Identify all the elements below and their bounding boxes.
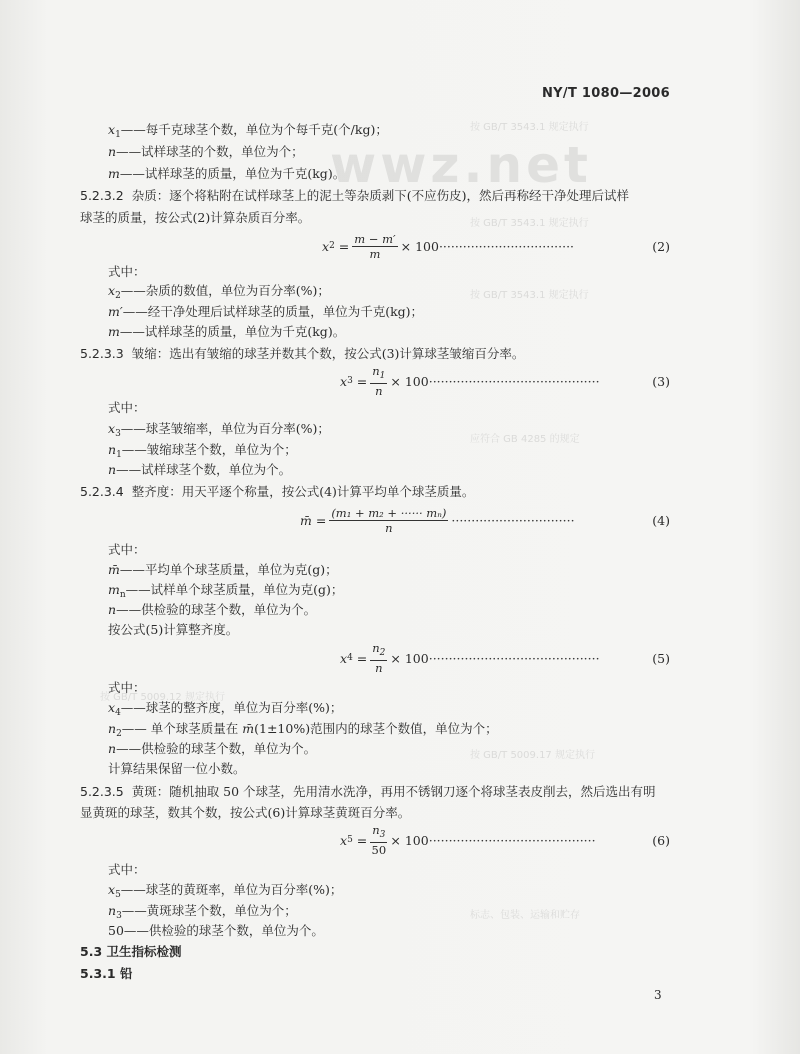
definition-line: n——供检验的球茎个数，单位为个。: [108, 741, 317, 756]
section-5233: [80, 346, 524, 362]
where-label: [108, 680, 146, 696]
equation-number: (5): [652, 650, 670, 666]
formula-denominator: n: [385, 520, 393, 535]
definition-line: n——试样球茎的个数，单位为个；: [108, 144, 304, 159]
definition-text: 试样单个球茎质量，单位为克(g)；: [150, 582, 344, 597]
definition-line: $x_2——$杂质的数值，单位为百分率(%)；: [108, 283, 330, 301]
definition-text: 试样球茎的质量，单位为千克(kg)。: [144, 166, 346, 181]
paragraph-text: 显黄斑的球茎，数其个数，按公式(6)计算球茎黄斑百分率。: [80, 805, 411, 820]
definition-line: n——试样球茎个数，单位为个。: [108, 462, 292, 477]
formula-tail: × 100: [400, 238, 439, 254]
where-text: 式中：: [108, 680, 146, 695]
where-text: 式中：: [108, 400, 146, 415]
section-heading-531: 5.3.1 铅: [80, 966, 133, 981]
section-heading-53: 5.3 卫生指标检测: [80, 944, 182, 959]
definition-text: 试样球茎的个数，单位为个；: [141, 144, 304, 159]
bleed-through-text: 按 GB/T 3543.1 规定执行: [470, 122, 589, 133]
definition-line: $x_3——$球茎皱缩率，单位为百分率(%)；: [108, 421, 330, 439]
definition-text: 供检验的球茎个数，单位为个。: [141, 741, 317, 756]
definition-line: $n_3——$黄斑球茎个数，单位为个；: [108, 903, 297, 921]
equation-number: (3): [652, 373, 670, 389]
definition-line: $x_4——$球茎的整齐度，单位为百分率(%)；: [108, 700, 343, 718]
bleed-through-text: 按 GB/T 3543.1 规定执行: [470, 218, 589, 229]
definition-line: n——供检验的球茎个数，单位为个。: [108, 602, 317, 617]
formula-3: x 3 = $\frac{n_1}{n}$ × 100 ··········································· (3): [340, 364, 670, 398]
where-label: [108, 862, 146, 878]
formula-numerator: (m₁ + m₂ + ······ mₙ): [331, 505, 447, 520]
where-text: 式中：: [108, 862, 146, 877]
definition-text: 球茎的整齐度，单位为百分率(%)；: [145, 700, 343, 715]
page-number: 3: [654, 988, 662, 1002]
definition-line: m——试样球茎的质量，单位为千克(kg)。: [108, 166, 346, 181]
definition-text: 黄斑球茎个数，单位为个；: [146, 903, 297, 918]
section-number: 5.2.3.4: [80, 484, 124, 499]
section-number: 5.2.3.2: [80, 188, 124, 203]
equation-number: (2): [652, 238, 670, 254]
where-text: 式中：: [108, 264, 146, 279]
definition-line: $n_1——$皱缩球茎个数，单位为个；: [108, 442, 297, 460]
formula-5: x 4 = $\frac{n_2}{n}$ × 100 ··········································· (5): [340, 641, 670, 675]
definition-text: 平均单个球茎质量，单位为克(g)；: [144, 562, 338, 577]
paragraph-text: 皱缩：选出有皱缩的球茎并数其个数，按公式(3)计算球茎皱缩百分率。: [131, 346, 525, 361]
bleed-through-text: 按 GB/T 3543.1 规定执行: [470, 290, 589, 301]
definition-line: m——试样球茎的质量，单位为千克(kg)。: [108, 324, 346, 339]
paragraph-text: 球茎的质量，按公式(2)计算杂质百分率。: [80, 210, 311, 225]
where-text: 式中：: [108, 542, 146, 557]
formula-numerator: m − m′: [354, 231, 396, 246]
definition-line: m̄——平均单个球茎质量，单位为克(g)；: [108, 562, 338, 577]
paragraph-line: [108, 761, 246, 777]
definition-text: 试样球茎个数，单位为个。: [141, 462, 292, 477]
paragraph-text: 黄斑：随机抽取 50 个球茎，先用清水洗净，再用不锈钢刀逐个将球茎表皮削去，然后选出有明: [131, 784, 656, 799]
bleed-through-text: 按 GB/T 5009.12 规定执行: [100, 692, 225, 703]
equation-number: (4): [652, 512, 670, 528]
definition-line: [108, 923, 324, 939]
paragraph-text: 整齐度：用天平逐个称量，按公式(4)计算平均单个球茎质量。: [131, 484, 475, 499]
definition-text: 供检验的球茎个数，单位为个。: [141, 602, 317, 617]
standard-code: NY/T 1080—2006: [542, 86, 670, 101]
where-label: [108, 542, 146, 558]
definition-line: m′——经干净处理后试样球茎的质量，单位为千克(kg)；: [108, 304, 424, 319]
where-label: [108, 400, 146, 416]
equation-number: (6): [652, 832, 670, 848]
definition-line: $x_1——$每千克球茎个数，单位为个每千克(个/kg)；: [108, 122, 388, 140]
section-5234: [80, 484, 474, 500]
paragraph-text: 按公式(5)计算整齐度。: [108, 622, 239, 637]
definition-text: 经干净处理后试样球茎的质量，单位为千克(kg)；: [147, 304, 424, 319]
section-number: 5.2.3.3: [80, 346, 124, 361]
section-5232: [80, 188, 629, 204]
definition-line: $x_5——$球茎的黄斑率，单位为百分率(%)；: [108, 882, 343, 900]
paragraph-text: 杂质：逐个将粘附在试样球茎上的泥土等杂质剥下(不应伤皮)，然后再称经干净处理后试样: [131, 188, 629, 203]
paragraph-line: [108, 622, 238, 638]
definition-text: 杂质的数值，单位为百分率(%)；: [145, 283, 330, 298]
definition-text: 皱缩球茎个数，单位为个；: [146, 442, 297, 457]
formula-6: x 5 = $\frac{n_3}{50}$ × 100 ·········································· (6): [340, 823, 670, 857]
bleed-through-text: 标志、包装、运输和贮存: [470, 910, 580, 921]
paragraph-continuation: [80, 805, 410, 821]
section-number: 5.2.3.5: [80, 784, 124, 799]
definition-text: 试样球茎的质量，单位为千克(kg)。: [144, 324, 346, 339]
definition-text: 每千克球茎个数，单位为个每千克(个/kg)；: [145, 122, 388, 137]
formula-4: m̄ = $\frac{\text{(m₁ + m₂ + ······ mₙ)}}{n}$ ······························· (4): [300, 505, 670, 535]
definition-text: 单个球茎质量在: [146, 721, 243, 736]
bleed-through-text: 应符合 GB 4285 的规定: [470, 434, 580, 445]
watermark: wwz.net: [330, 136, 592, 194]
formula-denominator: m: [369, 246, 381, 261]
definition-text: 球茎皱缩率，单位为百分率(%)；: [145, 421, 330, 436]
definition-line: $m_n——$试样单个球茎质量，单位为克(g)；: [108, 582, 344, 600]
definition-text: 球茎的黄斑率，单位为百分率(%)；: [145, 882, 343, 897]
paragraph-continuation: [80, 210, 310, 226]
bleed-through-text: 按 GB/T 5009.17 规定执行: [470, 750, 595, 761]
paragraph-text: 计算结果保留一位小数。: [108, 761, 246, 776]
section-5235: [80, 784, 656, 800]
where-label: [108, 264, 146, 280]
formula-2: x 2 = $\frac{m - m'}{m}$ × 100 ·································· (2): [322, 231, 670, 261]
definition-text: 50——供检验的球茎个数，单位为个。: [108, 923, 324, 938]
definition-line: $n_2——$ 单个球茎质量在 m̄(1±10%)范围内的球茎个数值，单位为个；: [108, 721, 498, 739]
definition-text: (1±10%)范围内的球茎个数值，单位为个；: [254, 721, 498, 736]
